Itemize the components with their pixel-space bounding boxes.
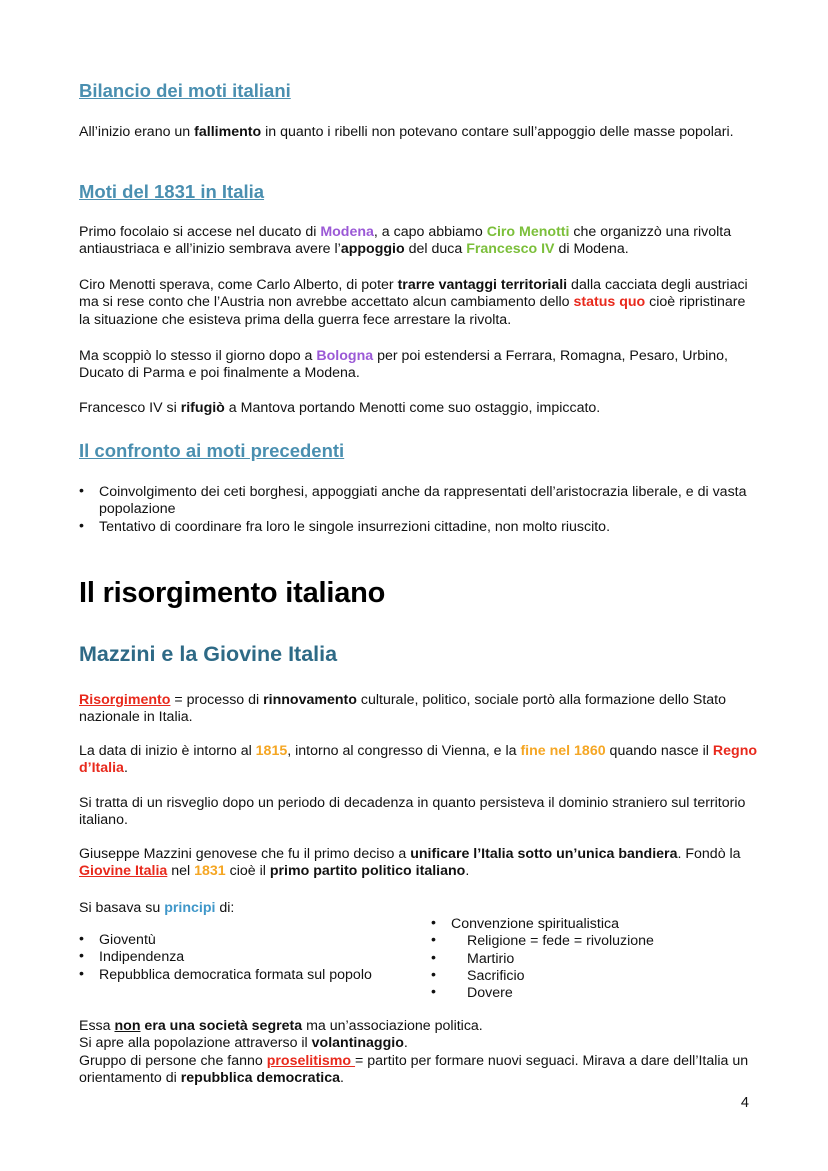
paragraph-risorgimento: Risorgimento = processo di rinnovamento culturale, politico, sociale portò alla formazione dello Stato nazionale in Italia. (79, 692, 726, 726)
list-item: • Gioventù (79, 932, 379, 949)
page-number: 4 (740, 1095, 749, 1111)
heading-moti-1831: Moti del 1831 in Italia (79, 181, 265, 202)
line-societa: Essa non era una società segreta ma un’associazione politica. (79, 1018, 483, 1034)
paragraph-date: La data di inizio è intorno al 1815, intorno al congresso di Vienna, e la fine nel 1860 quando nasce il Regno d’Italia. (79, 743, 758, 777)
confronto-list (79, 484, 759, 536)
list-item: • Convenzione spiritualistica (431, 916, 751, 933)
list-item: • Dovere (431, 985, 751, 1002)
paragraph-risveglio: Si tratta di un risveglio dopo un periodo di decadenza in quanto persisteva il dominio straniero sul territorio italiano. (79, 795, 746, 829)
line-volantinaggio: Si apre alla popolazione attraverso il volantinaggio. (79, 1035, 408, 1052)
heading-bilancio: Bilancio dei moti italiani (79, 80, 291, 101)
list-item: • Tentativo di coordinare fra loro le singole insurrezioni cittadine, non molto riuscito. (79, 519, 759, 536)
list-item: • Martirio (431, 951, 751, 968)
paragraph-menotti: Ciro Menotti sperava, come Carlo Alberto, di poter trarre vantaggi territoriali dalla cacciata degli austriaci ma si rese conto che l’Austria non avrebbe accettato alcun cambiamento dello status quo cioè ripristinare la situazione che esisteva prima della guerra fece arrestare la rivolta. (79, 277, 748, 328)
paragraph-mazzini: Giuseppe Mazzini genovese che fu il primo deciso a unificare l’Italia sotto un’unica bandiera. Fondò la Giovine Italia nel 1831 cioè il primo partito politico italiano. (79, 846, 741, 880)
list-item: • Indipendenza (79, 949, 379, 966)
paragraph-bilancio: All’inizio erano un fallimento in quanto i ribelli non potevano contare sull’appoggio delle masse popolari. (79, 124, 734, 140)
list-item: • Religione = fede = rivoluzione (431, 933, 751, 950)
line-proselitismo: Gruppo di persone che fanno proselitismo = partito per formare nuovi seguaci. Mirava a dare dell’Italia un orientamento di repubblica democratica. (79, 1052, 749, 1086)
principles-left-list (79, 932, 379, 984)
chapter-title: Il risorgimento italiano (79, 577, 386, 609)
paragraph-associazione (79, 1018, 759, 1087)
paragraph-modena: Primo focolaio si accese nel ducato di Modena, a capo abbiamo Ciro Menotti che organizzò una rivolta antiaustriaca e all’inizio sembrava avere l’appoggio del duca Francesco IV di Modena. (79, 224, 732, 258)
principles-right-list (431, 916, 751, 1002)
paragraph-francesco: Francesco IV si rifugiò a Mantova portando Menotti come suo ostaggio, impiccato. (79, 400, 601, 416)
paragraph-bologna: Ma scoppiò lo stesso il giorno dopo a Bologna per poi estendersi a Ferrara, Romagna, Pesaro, Urbino, Ducato di Parma e poi finalmente a Modena. (79, 348, 729, 382)
section-title-mazzini: Mazzini e la Giovine Italia (79, 642, 338, 666)
list-item: • Repubblica democratica formata sul popolo (79, 967, 379, 984)
paragraph-principi: Si basava su principi di: (79, 900, 235, 916)
list-item: • Sacrificio (431, 968, 751, 985)
list-item: • Coinvolgimento dei ceti borghesi, appoggiati anche da rappresentati dell’aristocrazia liberale, e di vasta popolazione (79, 484, 759, 519)
heading-confronto: Il confronto ai moti precedenti (79, 440, 345, 461)
